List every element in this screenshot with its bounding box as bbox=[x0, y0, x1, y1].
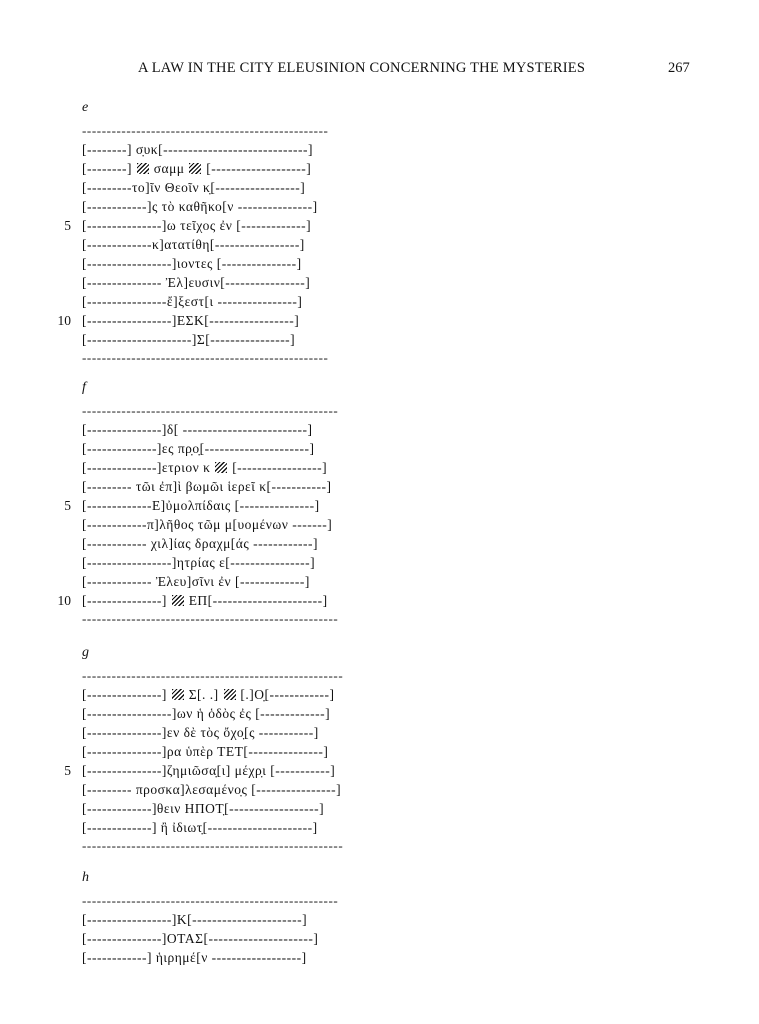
inscription-line bbox=[0, 458, 759, 477]
lacuna-hatch-icon bbox=[189, 163, 201, 174]
inscription-line bbox=[0, 780, 759, 799]
running-title: A LAW IN THE CITY ELEUSINION CONCERNING THE MYSTERIES bbox=[138, 60, 586, 76]
line-text: [----------------ἔ]ξεστ[ι ----------------] bbox=[82, 294, 303, 309]
inscription-line bbox=[0, 553, 759, 572]
running-header bbox=[0, 60, 759, 82]
line-text: [------------π]λῆθος τῶμ μ[υομένων -------] bbox=[82, 517, 333, 532]
line-text: [------------] ἡιρημέ[ν ------------------] bbox=[82, 950, 307, 965]
inscription-line bbox=[0, 420, 759, 439]
inscription-line bbox=[0, 948, 759, 967]
inscription-line bbox=[0, 515, 759, 534]
fragment-label: f bbox=[82, 380, 86, 395]
rule-top: ---------------------------------------------------- bbox=[82, 893, 339, 908]
inscription-line bbox=[0, 742, 759, 761]
line-number: 5 bbox=[64, 218, 71, 233]
line-text: [---------------] Σ[. .] [.]Ο̣[------------] bbox=[82, 687, 335, 702]
line-text: [---------------]ΟΤΑΣ[---------------------] bbox=[82, 931, 319, 946]
line-text: [--------------- Ἐλ]ευσιν[----------------] bbox=[82, 275, 311, 290]
line-text: [-------------Ε]ὐμολπίδαις [---------------] bbox=[82, 498, 320, 513]
line-text: [--------------]ες πρ̣ο̣[---------------------] bbox=[82, 441, 315, 456]
rule-bottom: ---------------------------------------------------- bbox=[82, 611, 339, 626]
inscription-line bbox=[0, 330, 759, 349]
line-text: [-----------------]ΕΣΚ[-----------------] bbox=[82, 313, 300, 328]
line-text: [---------------]ω τεῖχος ἐν [-------------] bbox=[82, 218, 312, 233]
inscription-line bbox=[0, 216, 759, 235]
line-text: [-----------------]ιοντες [---------------] bbox=[82, 256, 302, 271]
inscription-line bbox=[0, 273, 759, 292]
inscription-line bbox=[0, 929, 759, 948]
inscription-line bbox=[0, 818, 759, 837]
page-number: 267 bbox=[668, 60, 690, 76]
inscription-line bbox=[0, 140, 759, 159]
line-text: [---------------]ρα ὑπὲρ ΤΕΤ[---------------] bbox=[82, 744, 329, 759]
lacuna-hatch-icon bbox=[215, 462, 227, 473]
inscription-line bbox=[0, 496, 759, 515]
inscription-line bbox=[0, 292, 759, 311]
inscription-line bbox=[0, 534, 759, 553]
inscription-line bbox=[0, 311, 759, 330]
line-text: [--------- τῶι ἐπ]ὶ βωμῶι ἱερεῖ κ[-----------] bbox=[82, 479, 332, 494]
inscription-line bbox=[0, 439, 759, 458]
line-number: 10 bbox=[57, 313, 71, 328]
inscription-line bbox=[0, 799, 759, 818]
line-text: [------------]ς τὸ καθῆκο[ν ---------------] bbox=[82, 199, 318, 214]
line-text: [-------------] ἢ ἰδιωτ̣[---------------------] bbox=[82, 820, 318, 835]
line-number: 5 bbox=[64, 763, 71, 778]
line-text: [---------------------]Σ[----------------] bbox=[82, 332, 296, 347]
line-text: [-----------------]Κ[----------------------] bbox=[82, 912, 308, 927]
inscription-line bbox=[0, 704, 759, 723]
line-text: [---------------]εν δὲ τὸς ὄχο̣[ς -----------] bbox=[82, 725, 319, 740]
line-text: [---------τo]ῖν Θεοῖν κ̣[-----------------] bbox=[82, 180, 306, 195]
line-text: [-----------------]ητρίας ε[----------------] bbox=[82, 555, 316, 570]
line-text: [------------ χιλ]ίας δραχμ[άς ------------] bbox=[82, 536, 319, 551]
inscription-line bbox=[0, 572, 759, 591]
line-text: [---------------]δ[ -------------------------] bbox=[82, 422, 313, 437]
line-text: [--------------]ετριον κ [-----------------] bbox=[82, 460, 328, 475]
fragment-label: g bbox=[82, 645, 89, 660]
line-number: 10 bbox=[57, 593, 71, 608]
inscription-line bbox=[0, 254, 759, 273]
line-text: [-----------------]ων ἡ ὁδὸς ἐς [-------------] bbox=[82, 706, 331, 721]
lacuna-hatch-icon bbox=[224, 689, 236, 700]
inscription-line bbox=[0, 723, 759, 742]
lacuna-hatch-icon bbox=[172, 689, 184, 700]
line-text: [-------------]θειν ΗΠΟΤ̣[------------------] bbox=[82, 801, 325, 816]
inscription-line bbox=[0, 477, 759, 496]
line-text: [------------- Ἐλευ]σῖνι ἐν [-------------] bbox=[82, 574, 310, 589]
inscription-line bbox=[0, 685, 759, 704]
fragment-label: h bbox=[82, 870, 89, 885]
line-text: [--------- προσκα]λεσαμένο̣ς [----------------] bbox=[82, 782, 342, 797]
inscription-line bbox=[0, 178, 759, 197]
line-text: [---------------]ζημιῶσα̣[ι] μέχρ̣ι [-----------] bbox=[82, 763, 336, 778]
inscription-line bbox=[0, 235, 759, 254]
lacuna-hatch-icon bbox=[172, 595, 184, 606]
line-text: [--------] σαμμ [-------------------] bbox=[82, 161, 312, 176]
inscription-line bbox=[0, 910, 759, 929]
line-text: [--------] σ̣υκ[-----------------------------] bbox=[82, 142, 313, 157]
inscription-line bbox=[0, 159, 759, 178]
inscription-line bbox=[0, 761, 759, 780]
fragment-label: e bbox=[82, 100, 89, 115]
inscription-line bbox=[0, 197, 759, 216]
rule-bottom: ----------------------------------------------------- bbox=[82, 838, 344, 853]
rule-bottom: -------------------------------------------------- bbox=[82, 350, 329, 365]
line-text: [-------------κ]ατατίθη[-----------------] bbox=[82, 237, 305, 252]
rule-top: ----------------------------------------------------- bbox=[82, 668, 344, 683]
lacuna-hatch-icon bbox=[137, 163, 149, 174]
rule-top: -------------------------------------------------- bbox=[82, 123, 329, 138]
line-number: 5 bbox=[64, 498, 71, 513]
line-text: [---------------] ΕΠ[----------------------] bbox=[82, 593, 328, 608]
inscription-line bbox=[0, 591, 759, 610]
rule-top: ---------------------------------------------------- bbox=[82, 403, 339, 418]
